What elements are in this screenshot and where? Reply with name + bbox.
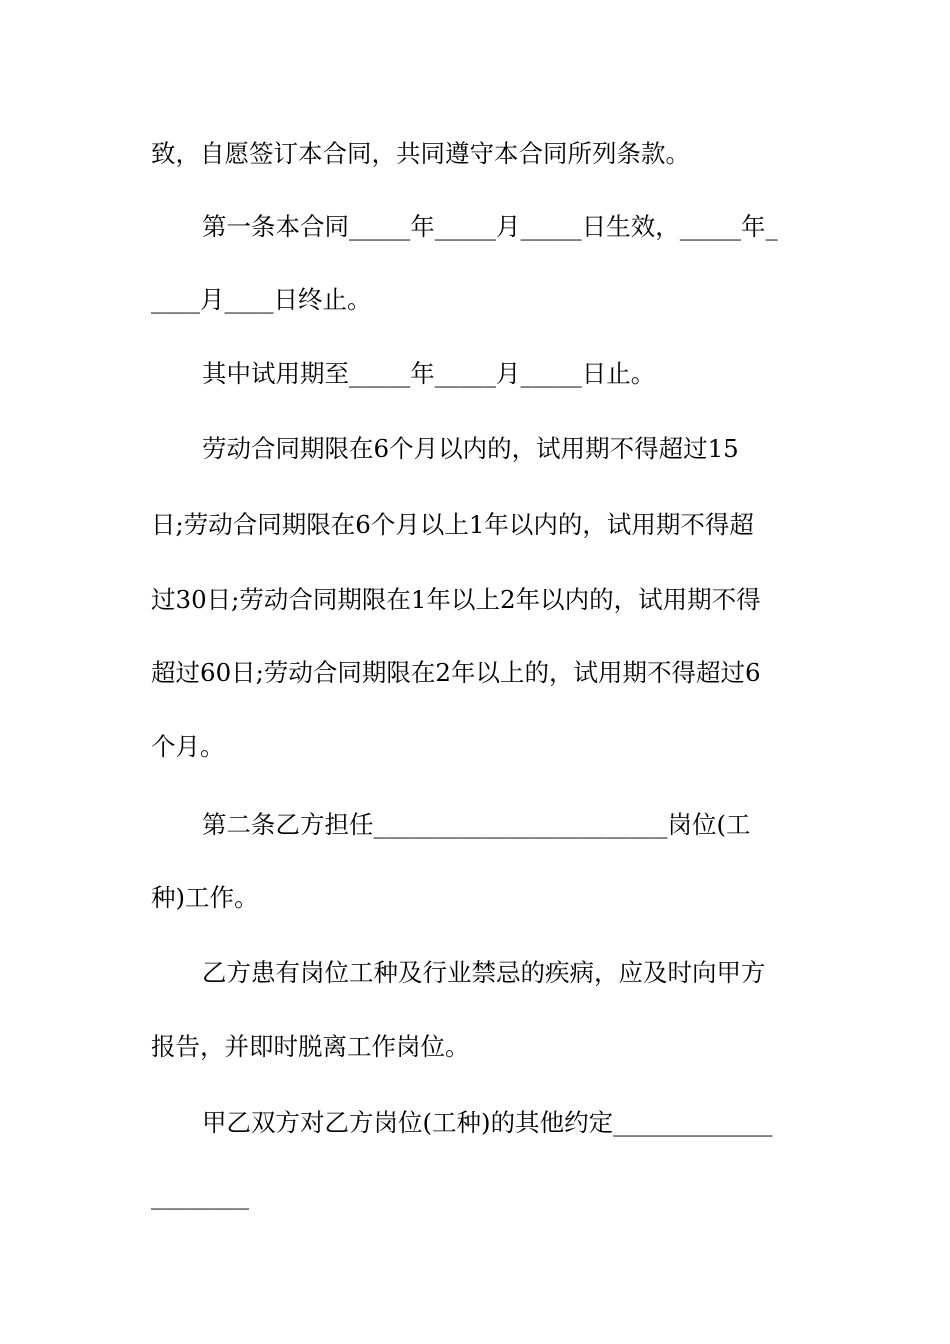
clause-2-position: 第二条乙方担任________________________岗位(工 xyxy=(202,810,751,839)
text-line: ____月____日终止。 xyxy=(151,285,372,314)
probation-period-line: 其中试用期至_____年_____月_____日止。 xyxy=(202,359,656,388)
other-agreement-line: 甲乙双方对乙方岗位(工种)的其他约定_____________ xyxy=(202,1108,773,1137)
text-line: 个月。 xyxy=(151,732,225,761)
text-line: 劳动合同期限在6个月以内的，试用期不得超过15 xyxy=(202,434,739,463)
clause-1-effective-date: 第一条本合同_____年_____月_____日生效，_____年_ xyxy=(202,212,778,241)
text-line: 日;劳动合同期限在6个月以上1年以内的，试用期不得超 xyxy=(151,510,754,539)
text-line: 报告，并即时脱离工作岗位。 xyxy=(151,1032,470,1061)
text-line: 过30日;劳动合同期限在1年以上2年以内的，试用期不得 xyxy=(151,585,761,614)
text-line: 种)工作。 xyxy=(151,883,259,912)
text-line: 乙方患有岗位工种及行业禁忌的疾病，应及时向甲方 xyxy=(202,958,766,987)
text-line: 超过60日;劳动合同期限在2年以上的，试用期不得超过6 xyxy=(151,658,761,687)
blank-fill-line: ________ xyxy=(151,1181,249,1210)
text-line: 致，自愿签订本合同，共同遵守本合同所列条款。 xyxy=(151,139,690,168)
